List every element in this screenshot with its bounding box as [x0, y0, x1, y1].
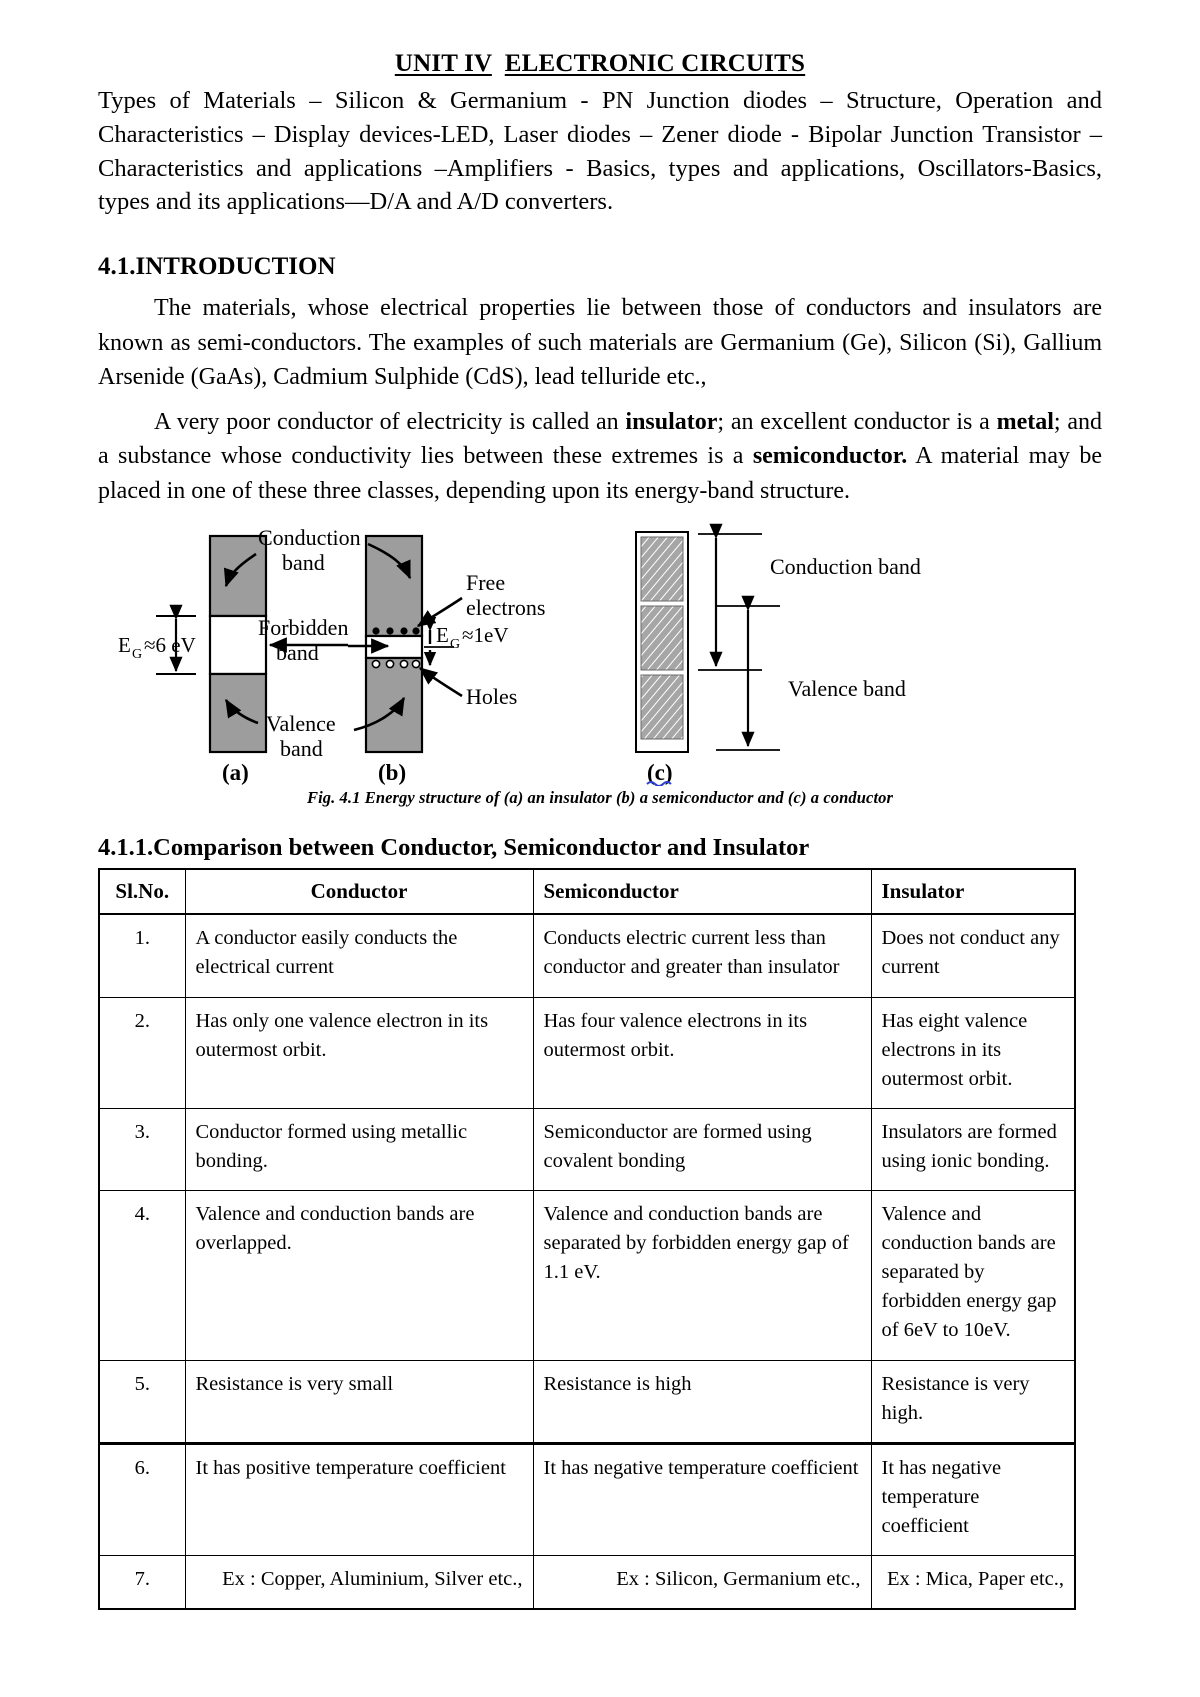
table-row [99, 1191, 1075, 1361]
svg-text:band: band [276, 640, 319, 666]
para2-seg-a: A very poor conductor of electricity is called an [154, 408, 626, 435]
svg-text:≈6 eV: ≈6 eV [144, 633, 196, 658]
unit-name: ELECTRONIC CIRCUITS [504, 50, 806, 77]
section-heading-introduction: 4.1.INTRODUCTION [98, 253, 336, 281]
table-row [99, 1108, 1075, 1190]
figure-energy-band-diagram [98, 518, 1102, 786]
cell-semiconductor: Semiconductor are formed using covalent bonding [533, 1108, 871, 1190]
svg-text:≈1eV: ≈1eV [462, 623, 509, 648]
column-header-insulator: Insulator [871, 869, 1075, 914]
table-row [99, 914, 1075, 997]
svg-text:Valence band: Valence band [788, 676, 906, 702]
cell-insulator: Insulators are formed using ionic bonding. [871, 1108, 1075, 1190]
svg-text:E: E [436, 623, 449, 648]
cell-semiconductor: Resistance is high [533, 1360, 871, 1443]
table-row [99, 1556, 1075, 1610]
svg-text:Conduction: Conduction [258, 525, 361, 551]
cell-insulator: Resistance is very high. [871, 1360, 1075, 1443]
syllabus-text: Types of Materials – Silicon & Germanium - PN Junction diodes – Structure, Operation and Characteristics – Display devices-LED, Laser diodes – Zener diode - Bipolar Junction Transistor – Characteristics and applications –Amplifiers - Basics, types and applications, Oscillators-Basics, types and its applications––D/A and A/D converters. [98, 87, 1102, 216]
svg-text:Holes: Holes [466, 684, 518, 710]
term-insulator: insulator [625, 408, 718, 435]
svg-text:Free: Free [466, 570, 506, 596]
cell-conductor: Ex : Copper, Aluminium, Silver etc., [185, 1556, 533, 1610]
cell-insulator: Ex : Mica, Paper etc., [871, 1556, 1075, 1610]
table-row [99, 1360, 1075, 1443]
table-row [99, 1443, 1075, 1555]
intro-paragraph-1: The materials, whose electrical properties lie between those of conductors and insulators are known as semi-conductors. The examples of such materials are Germanium (Ge), Silicon (Si), Gallium Arsenide (GaAs), Cadmium Sulphide (CdS), lead telluride etc., [98, 295, 1102, 391]
para2-seg-g: A material may be placed in one of these three classes, depending upon its energy-band structure. [98, 443, 1103, 504]
cell-conductor: Conductor formed using metallic bonding. [185, 1108, 533, 1190]
cell-insulator: Valence and conduction bands are separated by forbidden energy gap of 6eV to 10eV. [871, 1191, 1075, 1361]
para2-seg-c: ; an excellent conductor is a [717, 408, 997, 435]
svg-text:E: E [118, 633, 131, 658]
svg-text:G: G [450, 637, 461, 653]
cell-slno: 4. [99, 1191, 185, 1361]
svg-text:(c): (c) [647, 760, 673, 786]
cell-slno: 5. [99, 1360, 185, 1443]
svg-text:Conduction band: Conduction band [770, 554, 921, 580]
cell-semiconductor: Valence and conduction bands are separated by forbidden energy gap of 1.1 eV. [533, 1191, 871, 1361]
intro-paragraph-2 [98, 405, 1102, 509]
cell-slno: 1. [99, 914, 185, 997]
svg-text:Valence: Valence [266, 711, 336, 737]
cell-conductor: Valence and conduction bands are overlapped. [185, 1191, 533, 1361]
svg-text:band: band [282, 550, 325, 576]
svg-text:band: band [280, 736, 323, 762]
cell-insulator: Has eight valence electrons in its outermost orbit. [871, 997, 1075, 1108]
cell-semiconductor: It has negative temperature coefficient [533, 1443, 871, 1555]
cell-conductor: It has positive temperature coefficient [185, 1443, 533, 1555]
figure-caption: Fig. 4.1 Energy structure of (a) an insulator (b) a semiconductor and (c) a conductor [306, 788, 894, 808]
cell-semiconductor: Ex : Silicon, Germanium etc., [533, 1556, 871, 1610]
svg-text:G: G [132, 647, 143, 663]
svg-text:electrons: electrons [466, 595, 546, 621]
unit-number: UNIT IV [394, 50, 492, 77]
cell-conductor: A conductor easily conducts the electrical current [185, 914, 533, 997]
cell-slno: 3. [99, 1108, 185, 1190]
cell-insulator: Does not conduct any current [871, 914, 1075, 997]
term-metal: metal [996, 408, 1054, 435]
para2-seg-e: ; and a substance whose conductivity lies between these extremes is a [98, 408, 1102, 470]
table-row [99, 997, 1075, 1108]
column-header-slno: Sl.No. [99, 869, 185, 914]
cell-insulator: It has negative temperature coefficient [871, 1443, 1075, 1555]
svg-text:Forbidden: Forbidden [258, 615, 349, 641]
term-semiconductor: semiconductor. [752, 443, 908, 470]
page-title [98, 50, 1102, 78]
cell-slno: 2. [99, 997, 185, 1108]
cell-semiconductor: Has four valence electrons in its outermost orbit. [533, 997, 871, 1108]
cell-conductor: Has only one valence electron in its outermost orbit. [185, 997, 533, 1108]
cell-conductor: Resistance is very small [185, 1360, 533, 1443]
cell-slno: 6. [99, 1443, 185, 1555]
subsection-heading-comparison: 4.1.1.Comparison between Conductor, Semiconductor and Insulator [98, 834, 810, 862]
table-header-row [99, 869, 1075, 914]
svg-text:(a): (a) [222, 760, 249, 786]
cell-slno: 7. [99, 1556, 185, 1610]
comparison-table [98, 868, 1076, 1610]
column-header-semiconductor: Semiconductor [533, 869, 871, 914]
cell-semiconductor: Conducts electric current less than conductor and greater than insulator [533, 914, 871, 997]
svg-text:(b): (b) [378, 760, 407, 786]
column-header-conductor: Conductor [185, 869, 533, 914]
